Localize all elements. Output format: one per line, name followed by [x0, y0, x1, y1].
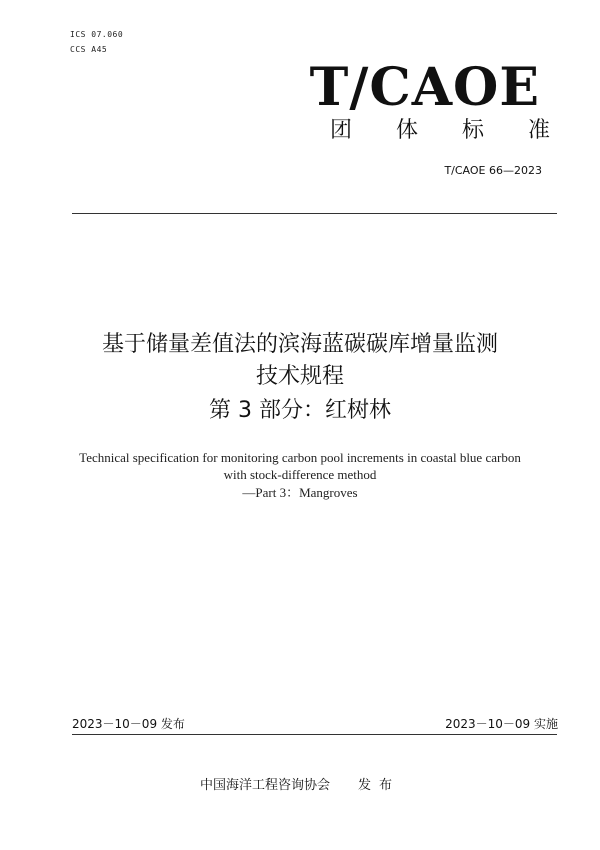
chinese-title-line-1: 基于储量差值法的滨海蓝碳碳库增量监测 — [101, 332, 498, 357]
publish-action: 发布 — [358, 778, 401, 793]
ccs-code: CCS A45 — [70, 45, 108, 54]
standard-number: T/CAOE 66—2023 — [444, 164, 542, 177]
issue-date: 2023－10－09 发布 — [72, 717, 185, 731]
english-title-line-2: with stock-difference method — [223, 467, 377, 482]
publisher-line — [0, 777, 600, 795]
english-title-part: —Part 3：Mangroves — [242, 485, 358, 500]
standard-type-char: 准 — [527, 118, 550, 143]
standard-type-char: 体 — [395, 118, 418, 143]
organization-mark: T/CAOE — [309, 57, 540, 118]
top-divider — [72, 213, 557, 214]
chinese-title-line-2: 技术规程 — [255, 364, 344, 389]
bottom-divider — [72, 734, 557, 735]
publisher-name: 中国海洋工程咨询协会 — [199, 778, 330, 793]
standard-type-char: 团 — [330, 118, 353, 143]
english-title-line-1: Technical specification for monitoring carbon pool increments in coastal blue carbon — [79, 450, 521, 465]
chinese-title-part: 第 3 部分：红树林 — [209, 398, 391, 423]
standard-type — [330, 116, 550, 146]
implementation-date: 2023－10－09 实施 — [445, 717, 558, 731]
standard-type-char: 标 — [461, 118, 484, 143]
ics-code: ICS 07.060 — [70, 30, 124, 39]
